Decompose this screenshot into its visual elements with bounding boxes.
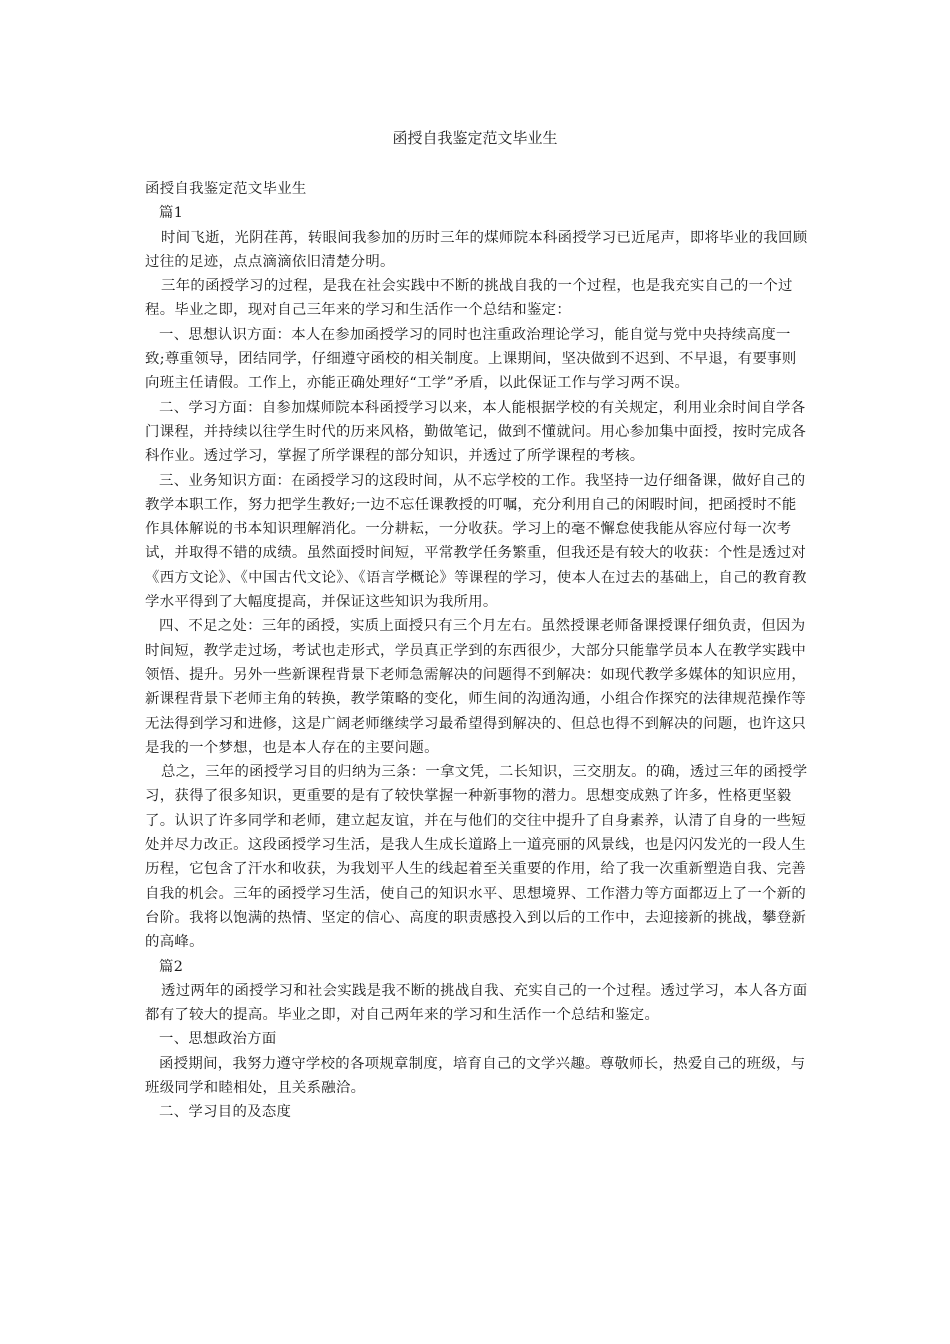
paragraph: 时间飞逝，光阴荏苒，转眼间我参加的历时三年的煤师院本科函授学习已近尾声，即将毕业的我回顾过往的足迹，点点滴滴依旧清楚分明。 — [145, 229, 808, 270]
page-title: 函授自我鉴定范文毕业生 — [392, 129, 558, 147]
paragraph: 三年的函授学习的过程，是我在社会实践中不断的挑战自我的一个过程，也是我充实自己的一个过程。毕业之即，现对自己三年来的学习和生活作一个总结和鉴定： — [145, 278, 793, 319]
subheading: 一、思想政治方面 — [159, 1031, 277, 1048]
doc-heading: 函授自我鉴定范文毕业生 — [145, 181, 307, 197]
paragraph: 总之，三年的函授学习目的归纳为三条：一拿文凭，二长知识，三交朋友。的确，透过三年的函授学习，获得了很多知识，更重要的是有了较快掌握一种新事物的潜力。思想变成熟了许多，性格更坚毅了。认识了许多同学和老师，建立起友谊，并在与他们的交往中提升了自身素养，认清了自身的一些短处并尽力改正。这段函授学习生活，是我人生成长道路上一道亮丽的风景线，也是闪闪发光的一段人生历程，它包含了汗水和收获，为我划平人生的线起着至关重要的作用，给了我一次重新塑造自我、完善自我的机会。三年的函授学习生活，使自己的知识水平、思想境界、工作潜力等方面都迈上了一个新的台阶。我将以饱满的热情、坚定的信心、高度的职责感投入到以后的工作中，去迎接新的挑战，攀登新的高峰。 — [145, 764, 808, 951]
paragraph: 一、思想认识方面：本人在参加函授学习的同时也注重政治理论学习，能自觉与党中央持续高度一致;尊重领导，团结同学，仔细遵守函校的相关制度。上课期间，坚决做到不迟到、不早退，有要事则向班主任请假。工作上，亦能正确处理好“工学”矛盾，以此保证工作与学习两不误。 — [145, 326, 797, 392]
paragraph: 二、学习方面：自参加煤师院本科函授学习以来，本人能根据学校的有关规定，利用业余时间自学各门课程，并持续以往学生时代的历来风格，勤做笔记，做到不懂就问。用心参加集中面授，按时完成各科作业。透过学习，掌握了所学课程的部分知识，并透过了所学课程的考核。 — [145, 399, 807, 465]
paragraph: 四、不足之处：三年的函授，实质上面授只有三个月左右。虽然授课老师备课授课仔细负责，但因为时间短，教学走过场，考试也走形式，学员真正学到的东西很少，大部分只能靠学员本人在教学实践中领悟、提升。另外一些新课程背景下老师急需解决的问题得不到解决：如现代教学多媒体的知识应用，新课程背景下老师主角的转换，教学策略的变化，师生间的沟通沟通，小组合作探究的法律规范操作等无法得到学习和进修，这是广阔老师继续学习最希望得到解决的、但总也得不到解决的问题，也许这只是我的一个梦想，也是本人存在的主要问题。 — [145, 618, 807, 756]
section-label-1: 篇1 — [159, 205, 184, 222]
paragraph: 三、业务知识方面：在函授学习的这段时间，从不忘学校的工作。我坚持一边仔细备课，做好自己的教学本职工作，努力把学生教好;一边不忘任课教授的叮嘱，充分利用自己的闲暇时间，把函授时不能作具体解说的书本知识理解消化。一分耕耘，一分收获。学习上的毫不懈怠使我能从容应付每一次考试，并取得不错的成绩。虽然面授时间短，平常教学任务繁重，但我还是有较大的收获：个性是透过对《西方文论》、《中国古代文论》、《语言学概论》等课程的学习，使本人在过去的基础上，自己的教育教学水平得到了大幅度提高，并保证这些知识为我所用。 — [145, 472, 807, 611]
paragraph: 函授期间，我努力遵守学校的各项规章制度，培育自己的文学兴趣。尊敬师长，热爱自己的班级，与班级同学和睦相处，且关系融洽。 — [145, 1055, 806, 1096]
paragraph: 透过两年的函授学习和社会实践是我不断的挑战自我、充实自己的一个过程。透过学习，本人各方面都有了较大的提高。毕业之即，对自己两年来的学习和生活作一个总结和鉴定。 — [145, 982, 808, 1024]
document-body — [145, 177, 810, 1125]
section-label-2: 篇2 — [159, 958, 184, 975]
subheading: 二、学习目的及态度 — [159, 1104, 292, 1121]
